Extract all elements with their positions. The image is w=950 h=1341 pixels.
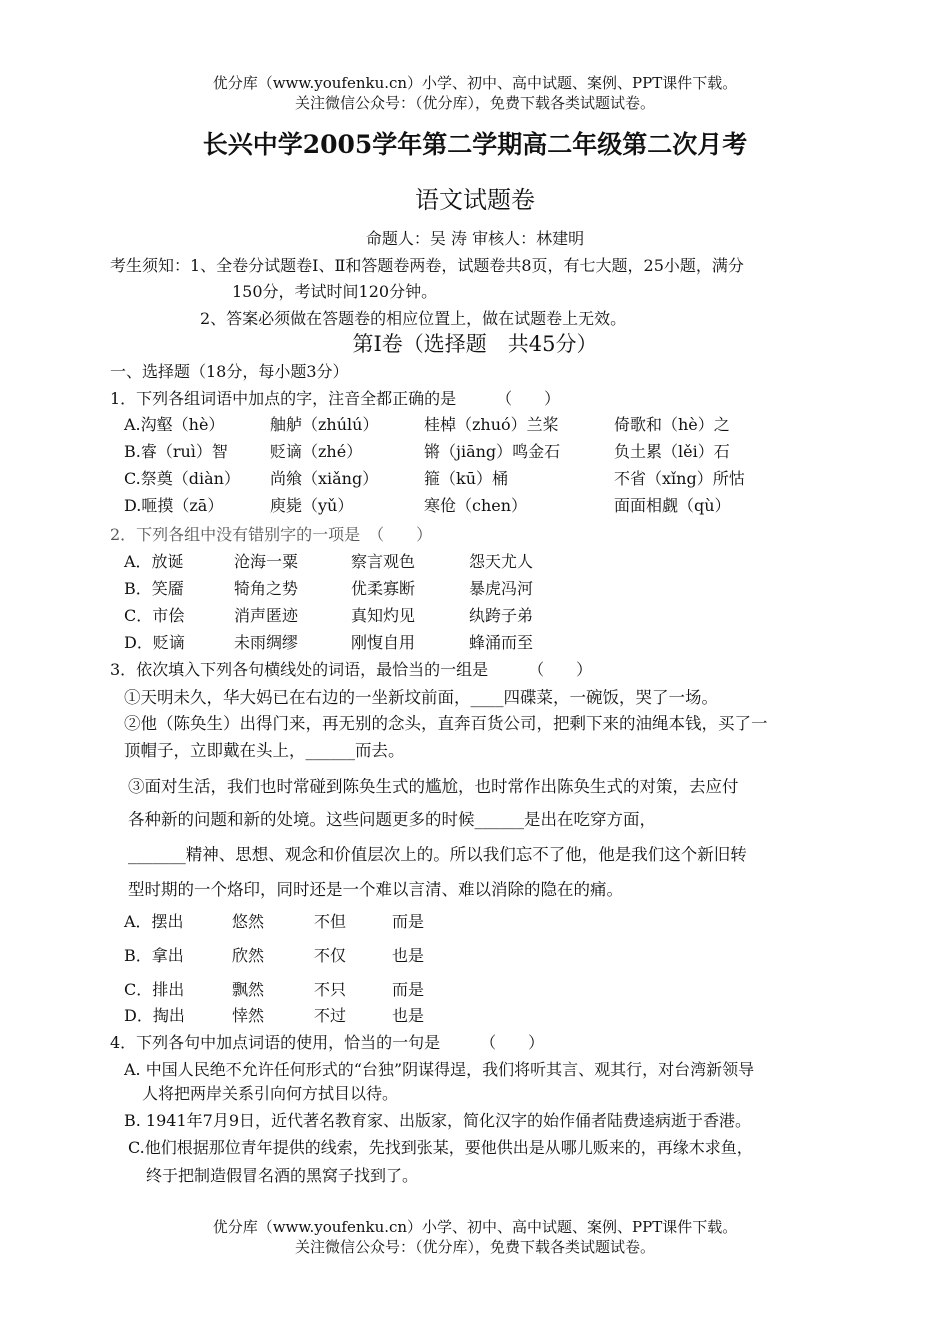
option-cell: 察言观色 (351, 552, 416, 571)
option-cell: 刚愎自用 (351, 633, 416, 652)
option-cell: C．排出 (124, 980, 185, 999)
option-cell: B．笑靥 (124, 579, 184, 598)
option-cell: 负土累（lěi）石 (614, 442, 730, 461)
q3-stem: 3．依次填入下列各句横线处的词语，最恰当的一组是 （ ） (110, 660, 593, 679)
option-cell: 舳舻（zhúlú） (270, 415, 379, 434)
q3-sentence-2a: ②他（陈奂生）出得门来，再无别的念头，直奔百货公司，把剩下来的油绳本钱，买了一 (124, 714, 768, 733)
header-line-2: 关注微信公众号：（优分库），免费下载各类试题试卷。 (294, 94, 655, 112)
option-cell: 也是 (392, 946, 425, 965)
option-cell: 尚飨（xiǎng） (270, 469, 379, 488)
option-cell: 纨跨子弟 (469, 606, 534, 625)
option-cell: 面面相觑（qù） (614, 496, 731, 515)
footer-line-2: 关注微信公众号：（优分库），免费下载各类试题试卷。 (294, 1238, 655, 1256)
option-cell: 欣然 (232, 946, 265, 965)
q3-sentence-3c: _______精神、思想、观念和价值层次上的。所以我们忘不了他，他是我们这个新旧转 (128, 845, 747, 864)
q1-stem: 1．下列各组词语中加点的字，注音全都正确的是 （ ） (110, 389, 561, 408)
option-cell: C．市侩 (124, 606, 185, 625)
option-cell: 倚歌和（hè）之 (614, 415, 730, 434)
option-cell: C.祭奠（diàn） (124, 469, 240, 488)
q4-stem: 4．下列各句中加点词语的使用，恰当的一句是 （ ） (110, 1033, 545, 1052)
option-cell: A．放诞 (124, 552, 184, 571)
section-title: 第Ⅰ卷（选择题 共45分） (352, 332, 598, 356)
authors: 命题人：吴 涛 审核人：林建明 (365, 229, 585, 248)
q3-sentence-2b: 顶帽子，立即戴在头上，______而去。 (124, 741, 405, 760)
option-cell: 寒伧（chen） (424, 496, 528, 515)
option-cell: 消声匿迹 (234, 606, 299, 625)
option-cell: D．掏出 (124, 1006, 185, 1025)
option-cell: 也是 (392, 1006, 425, 1025)
option-cell: 而是 (392, 912, 425, 931)
option-cell: 不仅 (314, 946, 347, 965)
q4-option-a-line-1: A. 中国人民绝不允许任何形式的“台独”阴谋得逞，我们将听其言、观其行，对台湾新领导 (124, 1060, 755, 1079)
option-cell: B.睿（ruì）智 (124, 442, 228, 461)
option-cell: A.沟壑（hè） (124, 415, 225, 434)
option-cell: 箍（kū）桶 (424, 469, 509, 488)
option-cell: 而是 (392, 980, 425, 999)
footer-line-1: 优分库（www.youfenku.cn）小学、初中、高中试题、案例、PPT课件下载。 (212, 1218, 738, 1236)
option-cell: 真知灼见 (351, 606, 416, 625)
option-cell: 怨天尤人 (469, 552, 534, 571)
q4-option-b: B. 1941年7月9日，近代著名教育家、出版家，简化汉字的始作俑者陆费逵病逝于香港。 (124, 1111, 752, 1130)
option-cell: 悠然 (232, 912, 265, 931)
option-cell: 桂棹（zhuó）兰桨 (424, 415, 559, 434)
option-cell: 未雨绸缪 (234, 633, 299, 652)
q4-option-a-line-2: 人将把两岸关系引向何方拭目以待。 (142, 1084, 399, 1103)
option-cell: 暴虎冯河 (469, 579, 534, 598)
notice-line-2: 150分，考试时间120分钟。 (232, 282, 438, 301)
q4-option-c-line-2: 终于把制造假冒名酒的黑窝子找到了。 (146, 1166, 419, 1185)
option-cell: 犄角之势 (234, 579, 299, 598)
option-cell: 优柔寡断 (351, 579, 416, 598)
q3-sentence-3d: 型时期的一个烙印，同时还是一个难以言清、难以消除的隐在的痛。 (128, 880, 623, 899)
q3-sentence-1: ①天明未久，华大妈已在右边的一坐新坟前面，____四碟菜，一碗饭，哭了一场。 (124, 688, 718, 707)
option-cell: D．贬谪 (124, 633, 185, 652)
header-line-1: 优分库（www.youfenku.cn）小学、初中、高中试题、案例、PPT课件下载。 (212, 74, 738, 92)
option-cell: 锵（jiāng）鸣金石 (424, 442, 561, 461)
option-cell: 蜂涌而至 (469, 633, 534, 652)
exam-title: 长兴中学2005学年第二学期高二年级第二次月考 (202, 130, 748, 159)
q2-stem: 2．下列各组中没有错别字的一项是 （ ） (110, 525, 433, 544)
option-cell: B．拿出 (124, 946, 184, 965)
part-heading: 一、选择题（18分，每小题3分） (110, 362, 349, 381)
q4-option-c-line-1: C.他们根据那位青年提供的线索，先找到张某，要他供出是从哪儿贩来的，再缘木求鱼， (128, 1138, 753, 1157)
exam-subtitle: 语文试题卷 (415, 186, 535, 214)
notice-line-3: 2、答案必须做在答题卷的相应位置上，做在试题卷上无效。 (200, 309, 627, 328)
option-cell: 不只 (314, 980, 347, 999)
option-cell: 飘然 (232, 980, 265, 999)
notice-line-1: 考生须知：1、全卷分试题卷Ⅰ、Ⅱ和答题卷两卷，试题卷共8页，有七大题，25小题，满分 (110, 256, 744, 275)
option-cell: 不省（xǐng）所怙 (614, 469, 745, 488)
option-cell: 不过 (314, 1006, 347, 1025)
q3-sentence-3a: ③面对生活，我们也时常碰到陈奂生式的尴尬，也时常作出陈奂生式的对策，去应付 (128, 777, 739, 796)
option-cell: 贬谪（zhé） (270, 442, 363, 461)
option-cell: 悻然 (232, 1006, 265, 1025)
q3-sentence-3b: 各种新的问题和新的处境。这些问题更多的时候______是出在吃穿方面， (128, 810, 656, 829)
option-cell: 不但 (314, 912, 347, 931)
option-cell: A．摆出 (124, 912, 184, 931)
option-cell: 沧海一粟 (234, 552, 299, 571)
option-cell: D.咂摸（zā） (124, 496, 224, 515)
option-cell: 庾毙（yǔ） (270, 496, 354, 515)
